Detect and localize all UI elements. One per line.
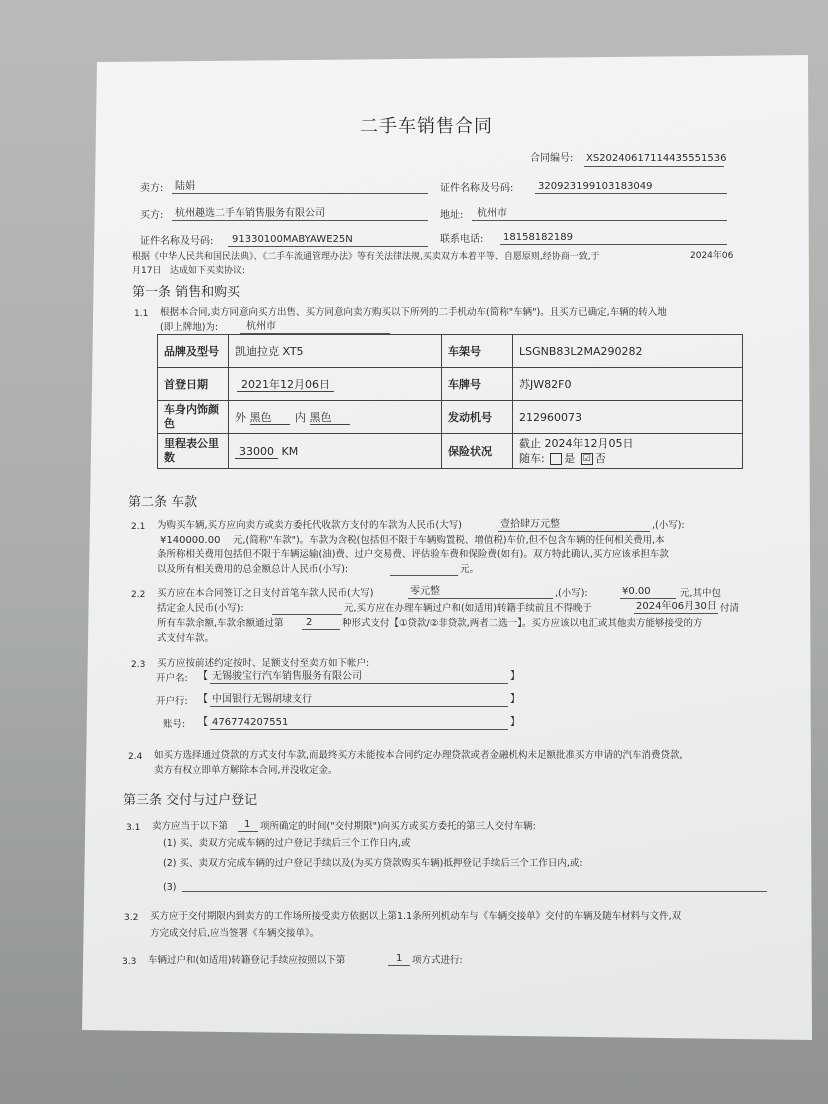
buyer-address-value: 杭州市	[477, 208, 507, 219]
seller-value: 陆娟	[175, 181, 195, 192]
seller-id-label: 证件名称及号码:	[440, 183, 514, 194]
contract-no-underline	[584, 166, 724, 167]
color-ext-label: 外	[235, 411, 246, 424]
buyer-address-underline	[472, 220, 727, 221]
table-row	[158, 368, 743, 401]
engine-value: 212960073	[513, 401, 743, 434]
checkbox-yes[interactable]	[550, 453, 562, 465]
total-underline	[390, 575, 458, 576]
clause-3-2-num: 3.2	[124, 913, 139, 923]
table-row	[158, 434, 743, 469]
delivery-option-3: (3)	[163, 882, 177, 893]
clause-3-3-num: 3.3	[122, 957, 137, 967]
engine-label: 发动机号	[442, 401, 513, 434]
insurance-expiry: 截止 2024年12月05日	[519, 437, 634, 450]
clause-3-2-line1: 买方应于交付期限内到卖方的工作场所接受卖方依据以上第1.1条所列机动车与《车辆交接单》交付的车辆及随车材料与文件,双	[150, 911, 682, 922]
deadline-underline	[634, 613, 718, 614]
down-payment-amount: ¥0.00	[622, 586, 651, 597]
clause-2-4-num: 2.4	[128, 752, 143, 762]
clause-3-3-line-a: 车辆过户和(如适用)转籍登记手续应按照以下第	[148, 955, 346, 966]
clause-3-1-line-b: 项所确定的时间("交付期限")向买方或买方委托的第三人交付车辆:	[260, 821, 536, 832]
clause-3-3-line-b: 项方式进行:	[412, 955, 463, 966]
bank-close: 】	[510, 694, 520, 705]
buyer-phone-label: 联系电话:	[440, 234, 484, 245]
clause-3-1-num: 3.1	[126, 823, 141, 833]
intro-date-day: 月17日	[132, 266, 162, 276]
buyer-id-underline	[228, 246, 428, 247]
color-int-label: 内	[295, 411, 306, 424]
clause-2-2-line3: 所有车款余额,车款余额通过第	[157, 618, 284, 629]
payment-deadline: 2024年06月30日	[636, 601, 717, 612]
vehicle-info-table	[157, 334, 743, 469]
buyer-address-label: 地址:	[440, 210, 464, 221]
method-underline	[302, 629, 340, 630]
reg-date-value: 2021年12月06日	[237, 378, 334, 392]
clause-1-1-line2: (即上牌地)为:	[160, 322, 219, 333]
clause-2-1-num: 2.1	[131, 522, 146, 532]
buyer-phone-underline	[500, 244, 727, 245]
mileage-value: 33000	[235, 445, 278, 459]
clause-1-1-line1: 根据本合同,卖方同意向买方出售、买方同意向卖方购买以下所列的二手机动车(简称"车辆")。且买方已确定,车辆的转入地	[160, 307, 667, 318]
document-title: 二手车销售合同	[360, 116, 493, 137]
buyer-value: 杭州趣选二手车销售服务有限公司	[175, 208, 325, 219]
clause-2-1-line3: 条所称相关费用包括但不限于车辆运输(油)费、过户交易费、评估验车费和保险费(如有)。双方特此确认,买方应该承担车款	[157, 549, 669, 560]
insurance-with-car-label: 随车:	[519, 452, 545, 465]
mileage-label-1: 里程表公里	[164, 437, 219, 450]
transfer-option-underline	[388, 965, 410, 966]
down-amount-underline	[620, 598, 676, 599]
vin-label: 车架号	[442, 335, 513, 368]
insurance-yes-label: 是	[564, 452, 576, 465]
delivery-option-underline	[238, 831, 258, 832]
account-name-underline	[210, 683, 508, 684]
plate-value: 苏JW82F0	[513, 368, 743, 401]
payment-method: 2	[306, 617, 313, 628]
clause-2-2-line1: 买方应在本合同签订之日支付首笔车款人民币(大写)	[157, 588, 374, 599]
bank-value: 中国银行无锡胡埭支行	[212, 694, 312, 705]
price-in-words: 壹拾肆万元整	[500, 519, 560, 530]
checkbox-no[interactable]: ☑	[582, 454, 591, 464]
price-words-underline	[498, 531, 650, 532]
account-no-underline	[210, 729, 508, 730]
destination-city: 杭州市	[246, 321, 276, 332]
intro-date-year: 2024年06	[690, 251, 734, 261]
reg-date-label: 首登日期	[158, 368, 229, 401]
insurance-cell	[513, 434, 743, 469]
clause-2-3-line: 买方应按前述约定按时、足额支付至卖方如下帐户:	[157, 658, 370, 669]
contract-no-value: XS20240617114435551536	[586, 153, 727, 164]
delivery-option-1: (1) 买、卖双方完成车辆的过户登记手续后三个工作日内,或	[163, 838, 411, 849]
color-label-2: 色	[164, 417, 175, 430]
table-row	[158, 335, 743, 368]
buyer-underline	[172, 220, 428, 221]
seller-id-value: 320923199103183049	[538, 181, 653, 192]
account-no-label: 账号:	[163, 719, 186, 730]
deposit-underline	[272, 614, 342, 615]
clause-2-2-line2-mid: 元,买方应在办理车辆过户和(如适用)转籍手续前且不得晚于	[344, 603, 592, 614]
buyer-phone-value: 18158182189	[503, 232, 573, 243]
reg-date-cell	[229, 368, 442, 401]
intro-line-2: 达成如下买卖协议:	[170, 266, 246, 276]
clause-2-3-num: 2.3	[131, 660, 146, 670]
seller-id-underline	[535, 193, 727, 194]
down-payment-underline	[408, 598, 553, 599]
clause-2-2-line4: 式支付车款。	[157, 633, 215, 644]
color-ext-value: 黑色	[250, 411, 290, 425]
clause-2-2-num: 2.2	[131, 590, 146, 600]
insurance-label: 保险状况	[442, 434, 513, 469]
clause-2-2-line3-end: 种形式支付【①贷款/②非贷款,两者二选一】。买方应该以电汇或其他卖方能够接受的方	[342, 618, 703, 629]
table-row	[158, 401, 743, 434]
price-amount: ¥140000.00	[160, 535, 221, 546]
color-label-cell	[158, 401, 229, 434]
insurance-no-label: 否	[594, 452, 606, 465]
color-label-1: 车身内饰颜	[164, 403, 219, 416]
clause-2-1-line2: 元,(简称"车款")。车款为含税(包括但不限于车辆购置税、增值税)车价,但不包含车辆的任何相关费用,本	[233, 535, 665, 546]
seller-underline	[172, 193, 428, 194]
contract-no-label: 合同编号:	[530, 153, 574, 164]
mileage-label-cell	[158, 434, 229, 469]
option-3-underline	[182, 891, 767, 892]
delivery-option: 1	[244, 819, 251, 830]
clause-2-1-line4: 以及所有相关费用的总金额总计人民币(小写):	[157, 564, 349, 575]
color-cell	[229, 401, 442, 434]
mileage-cell	[229, 434, 442, 469]
clause-2-1-small: ,(小写):	[652, 520, 685, 531]
mileage-label-2: 数	[164, 451, 175, 464]
plate-label: 车牌号	[442, 368, 513, 401]
brand-label: 品牌及型号	[158, 335, 229, 368]
clause-2-1-line1: 为购买车辆,买方应向卖方或卖方委托代收款方支付的车款为人民币(大写)	[157, 520, 462, 531]
bank-open: 【	[198, 694, 208, 705]
vin-value: LSGNB83L2MA290282	[513, 335, 743, 368]
intro-line-1: 根据《中华人民共和国民法典》、《二手车流通管理办法》等有关法律法规,买卖双方本着平等、自愿原则,经协商一致,于	[132, 252, 600, 262]
section-2-heading: 第二条 车款	[128, 495, 198, 510]
section-1-heading: 第一条 销售和购买	[132, 285, 241, 300]
clause-2-1-line4-end: 元。	[460, 564, 480, 575]
account-no-open: 【	[198, 717, 208, 728]
buyer-id-value: 91330100MABYAWE25N	[232, 234, 353, 245]
account-name-open: 【	[198, 671, 208, 682]
account-no-close: 】	[510, 717, 520, 728]
seller-label: 卖方:	[140, 183, 164, 194]
buyer-id-label: 证件名称及号码:	[140, 236, 214, 247]
buyer-label: 买方:	[140, 210, 164, 221]
bank-label: 开户行:	[156, 696, 188, 707]
brand-value: 凯迪拉克 XT5	[229, 335, 442, 368]
clause-1-1-num: 1.1	[134, 309, 149, 319]
bank-underline	[210, 706, 508, 707]
delivery-option-2: (2) 买、卖双方完成车辆的过户登记手续以及(为买方贷款购买车辆)抵押登记手续后三个工作日内,或:	[163, 858, 583, 869]
clause-2-2-line2-end: 付清	[720, 603, 740, 614]
down-payment-words: 零元整	[410, 586, 440, 597]
color-int-value: 黑色	[310, 411, 350, 425]
section-3-heading: 第三条 交付与过户登记	[123, 793, 258, 808]
clause-2-2-line2: 括定金人民币(小写):	[157, 603, 244, 614]
account-name-value: 无锡骏宝行汽车销售服务有限公司	[212, 671, 362, 682]
account-name-label: 开户名:	[156, 673, 188, 684]
account-name-close: 】	[510, 671, 520, 682]
account-no-value: 476774207551	[212, 717, 289, 728]
clause-2-2-small: ,(小写):	[555, 588, 588, 599]
clause-3-2-line2: 方完成交付后,应当签署《车辆交接单》。	[150, 928, 320, 939]
clause-3-1-line-a: 卖方应当于以下第	[152, 821, 229, 832]
transfer-option: 1	[396, 953, 403, 964]
mileage-unit: KM	[281, 444, 299, 458]
clause-2-4-line2: 卖方有权立即单方解除本合同,并没收定金。	[154, 765, 338, 776]
clause-2-2-line1-end: 元,其中包	[680, 588, 722, 599]
clause-2-4-line1: 如买方选择通过贷款的方式支付车款,而最终买方未能按本合同约定办理贷款或者金融机构未足额批准买方申请的汽车消费贷款,	[154, 750, 683, 761]
